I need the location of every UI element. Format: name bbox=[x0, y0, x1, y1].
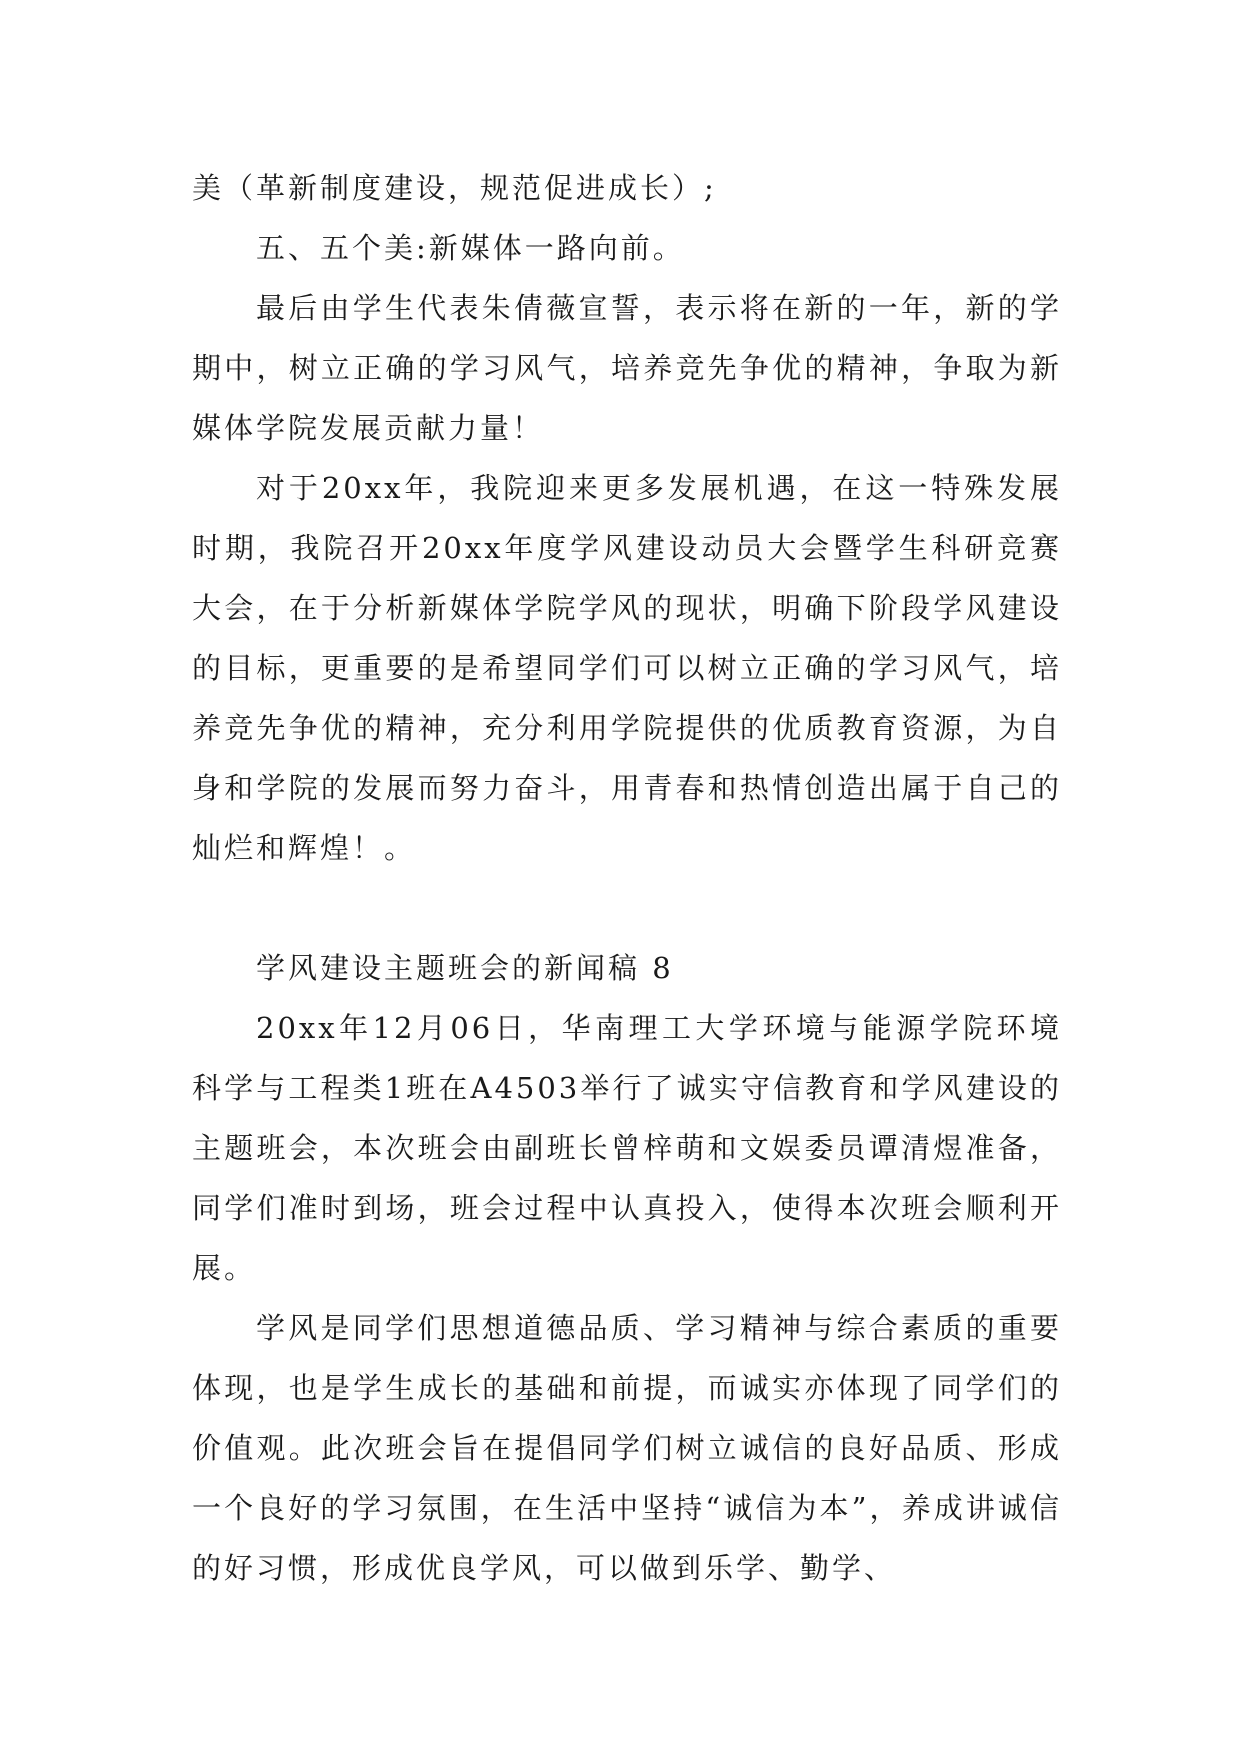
paragraph-summary: 对于20xx年，我院迎来更多发展机遇，在这一特殊发展时期，我院召开20xx年度学风建设动员大会暨学生科研竞赛大会，在于分析新媒体学院学风的现状，明确下阶段学风建设的目标，更重要的是希望同学们可以树立正确的学习风气，培养竞先争优的精神，充分利用学院提供的优质教育资源，为自身和学院的发展而努力奋斗，用青春和热情创造出属于自己的灿烂和辉煌！。 bbox=[192, 471, 1062, 865]
paragraph-point-five: 五、五个美:新媒体一路向前。 bbox=[256, 231, 685, 265]
paragraph-event: 20xx年12月06日，华南理工大学环境与能源学院环境科学与工程类1班在A4503举行了诚实守信教育和学风建设的主题班会，本次班会由副班长曾梓萌和文娱委员谭清煜准备，同学们准时到场，班会过程中认真投入，使得本次班会顺利开展。 bbox=[192, 1011, 1062, 1285]
section-spacer bbox=[192, 878, 1062, 938]
paragraph-purpose: 学风是同学们思想道德品质、学习精神与综合素质的重要体现，也是学生成长的基础和前提，而诚实亦体现了同学们的价值观。此次班会旨在提倡同学们树立诚信的良好品质、形成一个良好的学习氛围，在生活中坚持“诚信为本”，养成讲诚信的好习惯，形成优良学风，可以做到乐学、勤学、 bbox=[192, 1311, 1062, 1585]
document-body bbox=[192, 158, 1062, 1598]
paragraph-oath: 最后由学生代表朱倩薇宣誓，表示将在新的一年，新的学期中，树立正确的学习风气，培养竞先争优的精神，争取为新媒体学院发展贡献力量！ bbox=[192, 291, 1062, 445]
paragraph-continued: 美（革新制度建设，规范促进成长）; bbox=[192, 171, 717, 205]
section-title: 学风建设主题班会的新闻稿 8 bbox=[256, 951, 674, 985]
